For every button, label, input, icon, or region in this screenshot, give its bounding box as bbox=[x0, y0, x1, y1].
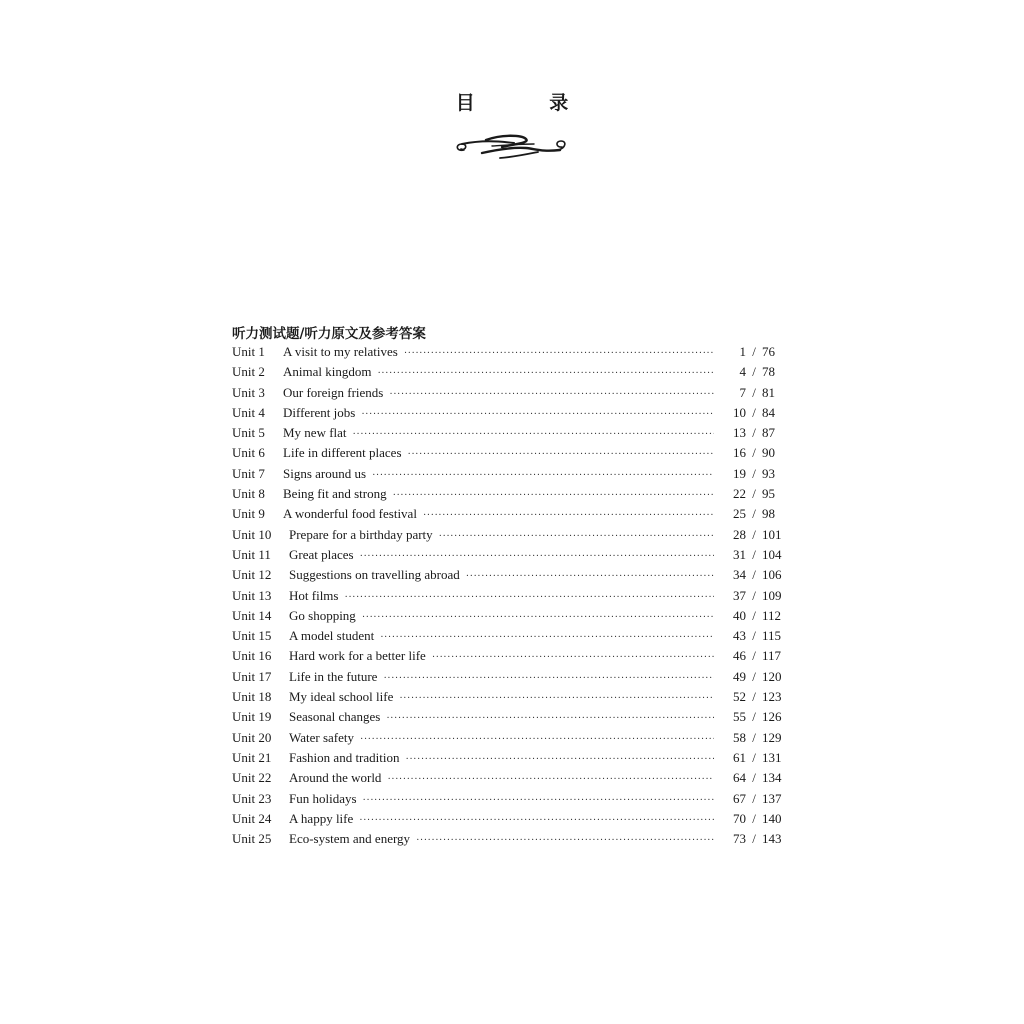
test-page-number: 49 bbox=[733, 668, 746, 684]
unit-title: A wonderful food festival bbox=[283, 506, 417, 522]
page-separator: / bbox=[752, 506, 756, 522]
unit-number: Unit 19 bbox=[232, 709, 272, 725]
answer-page-number: 109 bbox=[762, 587, 782, 603]
unit-title: Hot films bbox=[289, 587, 339, 603]
answer-page-number: 134 bbox=[762, 770, 782, 786]
toc-entry bbox=[232, 748, 792, 768]
test-page-number: 46 bbox=[733, 648, 746, 664]
test-page-number: 70 bbox=[733, 810, 746, 826]
dot-leader bbox=[406, 750, 715, 770]
dot-leader bbox=[399, 689, 714, 709]
test-page-number: 55 bbox=[733, 709, 746, 725]
toc-entry bbox=[232, 789, 792, 809]
unit-number: Unit 2 bbox=[232, 364, 265, 380]
unit-number: Unit 23 bbox=[232, 790, 272, 806]
toc-entry bbox=[232, 606, 792, 626]
dot-leader bbox=[432, 648, 714, 668]
unit-number: Unit 17 bbox=[232, 668, 272, 684]
unit-title: Hard work for a better life bbox=[289, 648, 426, 664]
dot-leader bbox=[361, 405, 714, 425]
test-page-number: 37 bbox=[733, 587, 746, 603]
unit-title: Water safety bbox=[289, 729, 354, 745]
answer-page-number: 104 bbox=[762, 546, 782, 562]
answer-page-number: 129 bbox=[762, 729, 782, 745]
page-separator: / bbox=[752, 567, 756, 583]
dot-leader bbox=[360, 730, 714, 750]
toc-entry bbox=[232, 626, 792, 646]
unit-number: Unit 1 bbox=[232, 344, 265, 359]
toc-entry bbox=[232, 504, 792, 524]
test-page-number: 28 bbox=[733, 526, 746, 542]
unit-number: Unit 5 bbox=[232, 425, 265, 441]
unit-number: Unit 16 bbox=[232, 648, 272, 664]
unit-title: Eco-system and energy bbox=[289, 831, 411, 847]
unit-title: A visit to my relatives bbox=[283, 344, 398, 359]
page-separator: / bbox=[752, 790, 756, 806]
unit-title: Fun holidays bbox=[289, 790, 357, 806]
unit-number: Unit 20 bbox=[232, 729, 272, 745]
dot-leader bbox=[386, 709, 714, 729]
unit-number: Unit 7 bbox=[232, 465, 265, 481]
unit-title: My new flat bbox=[283, 425, 347, 441]
toc-entry bbox=[232, 687, 792, 707]
unit-title: Different jobs bbox=[283, 404, 356, 420]
dot-leader bbox=[383, 669, 714, 689]
unit-number: Unit 22 bbox=[232, 770, 272, 786]
dot-leader bbox=[362, 608, 714, 628]
answer-page-number: 76 bbox=[762, 344, 775, 359]
answer-page-number: 117 bbox=[762, 648, 782, 664]
toc-entry bbox=[232, 423, 792, 443]
test-page-number: 40 bbox=[733, 607, 746, 623]
page-separator: / bbox=[752, 668, 756, 684]
page-separator: / bbox=[752, 404, 756, 420]
unit-number: Unit 24 bbox=[232, 810, 272, 826]
test-page-number: 22 bbox=[733, 486, 746, 502]
test-page-number: 58 bbox=[733, 729, 746, 745]
toc-entry bbox=[232, 667, 792, 687]
toc-entry bbox=[232, 545, 792, 565]
dot-leader bbox=[363, 791, 714, 811]
page-separator: / bbox=[752, 465, 756, 481]
answer-page-number: 115 bbox=[762, 628, 782, 644]
answer-page-number: 98 bbox=[762, 506, 775, 522]
page-separator: / bbox=[752, 486, 756, 502]
unit-title: Animal kingdom bbox=[283, 364, 372, 380]
dot-leader bbox=[408, 445, 714, 465]
test-page-number: 10 bbox=[733, 404, 746, 420]
answer-page-number: 93 bbox=[762, 465, 775, 481]
page-separator: / bbox=[752, 364, 756, 380]
dot-leader bbox=[416, 831, 714, 851]
unit-number: Unit 15 bbox=[232, 628, 272, 644]
dot-leader bbox=[359, 811, 714, 831]
toc-entry bbox=[232, 586, 792, 606]
toc-entry bbox=[232, 383, 792, 403]
toc-entry bbox=[232, 342, 792, 362]
test-page-number: 61 bbox=[733, 749, 746, 765]
unit-title: My ideal school life bbox=[289, 689, 394, 705]
unit-title: A happy life bbox=[289, 810, 354, 826]
unit-number: Unit 18 bbox=[232, 689, 272, 705]
test-page-number: 52 bbox=[733, 689, 746, 705]
dot-leader bbox=[439, 527, 714, 547]
test-page-number: 19 bbox=[733, 465, 746, 481]
unit-title: Our foreign friends bbox=[283, 384, 384, 400]
toc-entry bbox=[232, 443, 792, 463]
dot-leader bbox=[404, 344, 714, 364]
unit-title: Seasonal changes bbox=[289, 709, 381, 725]
answer-page-number: 106 bbox=[762, 567, 782, 583]
table-of-contents bbox=[232, 342, 792, 849]
dot-leader bbox=[387, 770, 714, 790]
unit-title: A model student bbox=[289, 628, 375, 644]
dot-leader bbox=[466, 567, 714, 587]
answer-page-number: 90 bbox=[762, 445, 775, 461]
page-title: 目 录 bbox=[455, 92, 603, 114]
test-page-number: 13 bbox=[733, 425, 746, 441]
dot-leader bbox=[393, 486, 714, 506]
answer-page-number: 101 bbox=[762, 526, 782, 542]
toc-entry bbox=[232, 829, 792, 849]
page-separator: / bbox=[752, 689, 756, 705]
answer-page-number: 78 bbox=[762, 364, 775, 380]
answer-page-number: 123 bbox=[762, 689, 782, 705]
unit-title: Life in the future bbox=[289, 668, 378, 684]
toc-entry bbox=[232, 484, 792, 504]
page-separator: / bbox=[752, 628, 756, 644]
page-separator: / bbox=[752, 749, 756, 765]
dot-leader bbox=[389, 385, 714, 405]
page-separator: / bbox=[752, 425, 756, 441]
unit-number: Unit 14 bbox=[232, 607, 272, 623]
test-page-number: 16 bbox=[733, 445, 746, 461]
test-page-number: 34 bbox=[733, 567, 746, 583]
page-separator: / bbox=[752, 546, 756, 562]
toc-entry bbox=[232, 646, 792, 666]
toc-entry bbox=[232, 464, 792, 484]
answer-page-number: 81 bbox=[762, 384, 775, 400]
unit-number: Unit 12 bbox=[232, 567, 272, 583]
page-separator: / bbox=[752, 344, 756, 359]
page-separator: / bbox=[752, 709, 756, 725]
page-separator: / bbox=[752, 729, 756, 745]
unit-title: Prepare for a birthday party bbox=[289, 526, 433, 542]
answer-page-number: 112 bbox=[762, 607, 782, 623]
toc-entry bbox=[232, 362, 792, 382]
unit-number: Unit 11 bbox=[232, 546, 271, 562]
dot-leader bbox=[423, 506, 714, 526]
unit-title: Fashion and tradition bbox=[289, 749, 400, 765]
answer-page-number: 126 bbox=[762, 709, 782, 725]
unit-title: Signs around us bbox=[283, 465, 367, 481]
toc-entry bbox=[232, 728, 792, 748]
unit-number: Unit 6 bbox=[232, 445, 265, 461]
test-page-number: 7 bbox=[739, 384, 746, 400]
dot-leader bbox=[377, 364, 714, 384]
unit-title: Around the world bbox=[289, 770, 382, 786]
page-separator: / bbox=[752, 831, 756, 847]
answer-page-number: 95 bbox=[762, 486, 775, 502]
unit-number: Unit 4 bbox=[232, 404, 265, 420]
page-separator: / bbox=[752, 587, 756, 603]
page-separator: / bbox=[752, 770, 756, 786]
unit-title: Great places bbox=[289, 546, 354, 562]
test-page-number: 4 bbox=[739, 364, 746, 380]
unit-title: Life in different places bbox=[283, 445, 402, 461]
toc-entry bbox=[232, 565, 792, 585]
answer-page-number: 87 bbox=[762, 425, 775, 441]
section-heading: 听力测试题/听力原文及参考答案 bbox=[232, 326, 426, 342]
page-separator: / bbox=[752, 810, 756, 826]
answer-page-number: 140 bbox=[762, 810, 782, 826]
unit-number: Unit 13 bbox=[232, 587, 272, 603]
unit-title: Go shopping bbox=[289, 607, 356, 623]
page-separator: / bbox=[752, 607, 756, 623]
unit-number: Unit 8 bbox=[232, 486, 265, 502]
flourish-ornament-icon bbox=[452, 130, 570, 164]
dot-leader bbox=[372, 466, 714, 486]
test-page-number: 43 bbox=[733, 628, 746, 644]
dot-leader bbox=[344, 588, 714, 608]
test-page-number: 1 bbox=[739, 344, 746, 359]
page-separator: / bbox=[752, 526, 756, 542]
answer-page-number: 120 bbox=[762, 668, 782, 684]
unit-number: Unit 25 bbox=[232, 831, 272, 847]
toc-entry bbox=[232, 809, 792, 829]
answer-page-number: 143 bbox=[762, 831, 782, 847]
unit-title: Being fit and strong bbox=[283, 486, 387, 502]
page-separator: / bbox=[752, 648, 756, 664]
unit-number: Unit 21 bbox=[232, 749, 272, 765]
test-page-number: 67 bbox=[733, 790, 746, 806]
test-page-number: 73 bbox=[733, 831, 746, 847]
unit-number: Unit 3 bbox=[232, 384, 265, 400]
test-page-number: 31 bbox=[733, 546, 746, 562]
toc-entry bbox=[232, 525, 792, 545]
unit-number: Unit 10 bbox=[232, 526, 272, 542]
toc-entry bbox=[232, 403, 792, 423]
toc-entry bbox=[232, 707, 792, 727]
dot-leader bbox=[360, 547, 714, 567]
test-page-number: 64 bbox=[733, 770, 746, 786]
answer-page-number: 137 bbox=[762, 790, 782, 806]
toc-entry bbox=[232, 768, 792, 788]
dot-leader bbox=[380, 628, 714, 648]
page-separator: / bbox=[752, 384, 756, 400]
unit-title: Suggestions on travelling abroad bbox=[289, 567, 460, 583]
test-page-number: 25 bbox=[733, 506, 746, 522]
answer-page-number: 131 bbox=[762, 749, 782, 765]
answer-page-number: 84 bbox=[762, 404, 775, 420]
page-separator: / bbox=[752, 445, 756, 461]
dot-leader bbox=[353, 425, 714, 445]
unit-number: Unit 9 bbox=[232, 506, 265, 522]
